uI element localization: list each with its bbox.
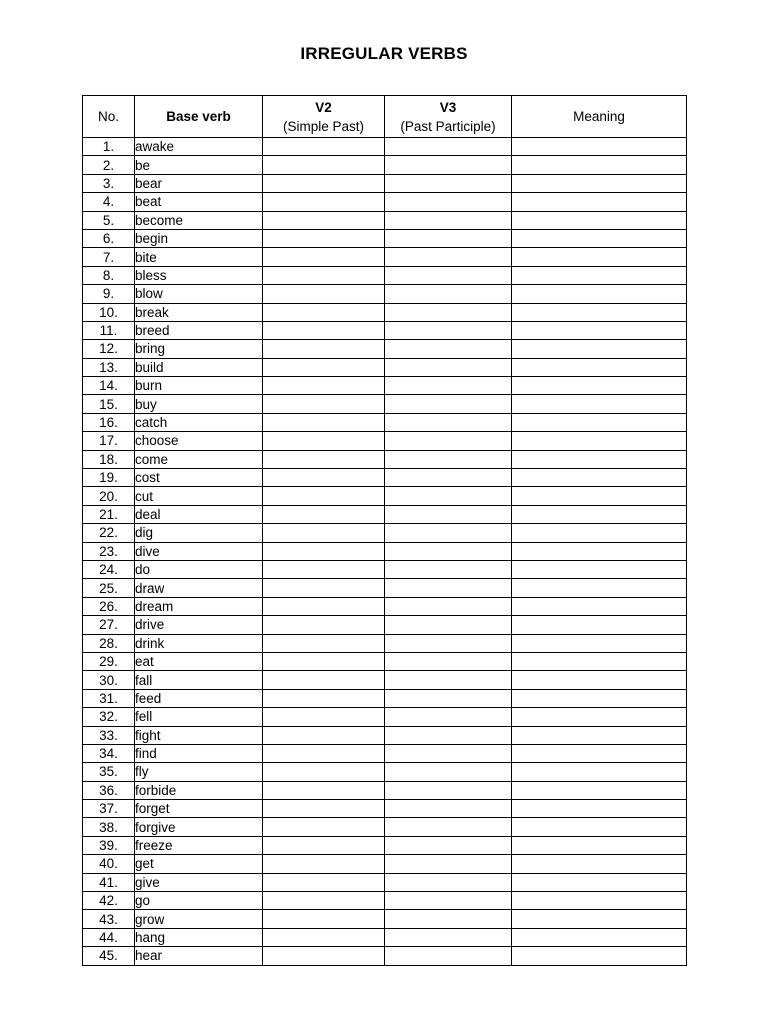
v3-answer-cell[interactable]	[385, 413, 512, 431]
meaning-answer-cell[interactable]	[512, 873, 687, 891]
header-v2	[263, 96, 385, 138]
base-verb-cell: build	[135, 358, 263, 376]
row-number: 28.	[83, 634, 135, 652]
table-row	[83, 947, 687, 965]
v2-answer-cell[interactable]	[263, 910, 385, 928]
v3-answer-cell[interactable]	[385, 836, 512, 854]
row-number: 20.	[83, 487, 135, 505]
v3-answer-cell[interactable]	[385, 450, 512, 468]
row-number: 43.	[83, 910, 135, 928]
table-row	[83, 487, 687, 505]
v2-answer-cell[interactable]	[263, 689, 385, 707]
meaning-answer-cell[interactable]	[512, 671, 687, 689]
table-row	[83, 634, 687, 652]
v2-answer-cell[interactable]	[263, 616, 385, 634]
row-number: 34.	[83, 744, 135, 762]
meaning-answer-cell[interactable]	[512, 193, 687, 211]
v3-answer-cell[interactable]	[385, 579, 512, 597]
row-number: 35.	[83, 763, 135, 781]
v3-answer-cell[interactable]	[385, 634, 512, 652]
v3-answer-cell[interactable]	[385, 671, 512, 689]
row-number: 26.	[83, 597, 135, 615]
meaning-answer-cell[interactable]	[512, 910, 687, 928]
base-verb-cell: forbide	[135, 781, 263, 799]
row-number: 18.	[83, 450, 135, 468]
meaning-answer-cell[interactable]	[512, 303, 687, 321]
v2-answer-cell[interactable]	[263, 413, 385, 431]
table-row	[83, 542, 687, 560]
row-number: 33.	[83, 726, 135, 744]
base-verb-cell: beat	[135, 193, 263, 211]
base-verb-cell: begin	[135, 229, 263, 247]
row-number: 3.	[83, 174, 135, 192]
meaning-answer-cell[interactable]	[512, 321, 687, 339]
v2-answer-cell[interactable]	[263, 432, 385, 450]
row-number: 15.	[83, 395, 135, 413]
row-number: 8.	[83, 266, 135, 284]
table-row	[83, 432, 687, 450]
base-verb-cell: breed	[135, 321, 263, 339]
base-verb-cell: grow	[135, 910, 263, 928]
meaning-answer-cell[interactable]	[512, 248, 687, 266]
row-number: 25.	[83, 579, 135, 597]
base-verb-cell: dive	[135, 542, 263, 560]
v2-answer-cell[interactable]	[263, 395, 385, 413]
table-row	[83, 524, 687, 542]
base-verb-cell: drive	[135, 616, 263, 634]
base-verb-cell: forget	[135, 800, 263, 818]
meaning-answer-cell[interactable]	[512, 450, 687, 468]
header-v2-sub: (Simple Past)	[282, 118, 365, 134]
v2-answer-cell[interactable]	[263, 524, 385, 542]
table-row	[83, 156, 687, 174]
meaning-answer-cell[interactable]	[512, 836, 687, 854]
table-row	[83, 138, 687, 156]
base-verb-cell: get	[135, 855, 263, 873]
base-verb-cell: feed	[135, 689, 263, 707]
v2-answer-cell[interactable]	[263, 634, 385, 652]
meaning-answer-cell[interactable]	[512, 744, 687, 762]
table-row	[83, 708, 687, 726]
meaning-answer-cell[interactable]	[512, 211, 687, 229]
v2-answer-cell[interactable]	[263, 763, 385, 781]
v3-answer-cell[interactable]	[385, 193, 512, 211]
v3-answer-cell[interactable]	[385, 928, 512, 946]
v3-answer-cell[interactable]	[385, 542, 512, 560]
base-verb-cell: eat	[135, 652, 263, 670]
base-verb-cell: catch	[135, 413, 263, 431]
meaning-answer-cell[interactable]	[512, 432, 687, 450]
meaning-answer-cell[interactable]	[512, 505, 687, 523]
table-row	[83, 266, 687, 284]
base-verb-cell: fight	[135, 726, 263, 744]
table-row	[83, 321, 687, 339]
meaning-answer-cell[interactable]	[512, 138, 687, 156]
v3-answer-cell[interactable]	[385, 285, 512, 303]
table-row	[83, 800, 687, 818]
table-row	[83, 836, 687, 854]
v3-answer-cell[interactable]	[385, 873, 512, 891]
v2-answer-cell[interactable]	[263, 248, 385, 266]
table-row	[83, 174, 687, 192]
v3-answer-cell[interactable]	[385, 358, 512, 376]
table-row	[83, 579, 687, 597]
row-number: 31.	[83, 689, 135, 707]
v2-answer-cell[interactable]	[263, 744, 385, 762]
base-verb-cell: dig	[135, 524, 263, 542]
v2-answer-cell[interactable]	[263, 505, 385, 523]
row-number: 9.	[83, 285, 135, 303]
meaning-answer-cell[interactable]	[512, 616, 687, 634]
v3-answer-cell[interactable]	[385, 597, 512, 615]
row-number: 40.	[83, 855, 135, 873]
base-verb-cell: go	[135, 892, 263, 910]
v2-answer-cell[interactable]	[263, 156, 385, 174]
table-row	[83, 229, 687, 247]
v2-answer-cell[interactable]	[263, 266, 385, 284]
v2-answer-cell[interactable]	[263, 671, 385, 689]
base-verb-cell: find	[135, 744, 263, 762]
v3-answer-cell[interactable]	[385, 763, 512, 781]
v2-answer-cell[interactable]	[263, 285, 385, 303]
meaning-answer-cell[interactable]	[512, 892, 687, 910]
base-verb-cell: bring	[135, 340, 263, 358]
row-number: 5.	[83, 211, 135, 229]
meaning-answer-cell[interactable]	[512, 855, 687, 873]
base-verb-cell: fly	[135, 763, 263, 781]
v3-answer-cell[interactable]	[385, 505, 512, 523]
header-v3	[385, 96, 512, 138]
meaning-answer-cell[interactable]	[512, 634, 687, 652]
table-row	[83, 340, 687, 358]
row-number: 2.	[83, 156, 135, 174]
table-row	[83, 689, 687, 707]
v3-answer-cell[interactable]	[385, 487, 512, 505]
meaning-answer-cell[interactable]	[512, 395, 687, 413]
v2-answer-cell[interactable]	[263, 193, 385, 211]
base-verb-cell: become	[135, 211, 263, 229]
v3-answer-cell[interactable]	[385, 560, 512, 578]
row-number: 29.	[83, 652, 135, 670]
row-number: 1.	[83, 138, 135, 156]
meaning-answer-cell[interactable]	[512, 285, 687, 303]
v2-answer-cell[interactable]	[263, 579, 385, 597]
base-verb-cell: cost	[135, 469, 263, 487]
meaning-answer-cell[interactable]	[512, 542, 687, 560]
table-row	[83, 726, 687, 744]
meaning-answer-cell[interactable]	[512, 726, 687, 744]
v2-answer-cell[interactable]	[263, 487, 385, 505]
row-number: 27.	[83, 616, 135, 634]
v2-answer-cell[interactable]	[263, 652, 385, 670]
v3-answer-cell[interactable]	[385, 524, 512, 542]
row-number: 42.	[83, 892, 135, 910]
meaning-answer-cell[interactable]	[512, 358, 687, 376]
header-no: No.	[83, 96, 135, 138]
v3-answer-cell[interactable]	[385, 432, 512, 450]
v2-answer-cell[interactable]	[263, 229, 385, 247]
row-number: 17.	[83, 432, 135, 450]
table-row	[83, 744, 687, 762]
header-meaning: Meaning	[512, 96, 687, 138]
base-verb-cell: do	[135, 560, 263, 578]
header-v3-sub: (Past Participle)	[400, 118, 496, 134]
v2-answer-cell[interactable]	[263, 377, 385, 395]
meaning-answer-cell[interactable]	[512, 597, 687, 615]
v2-answer-cell[interactable]	[263, 560, 385, 578]
row-number: 30.	[83, 671, 135, 689]
v3-answer-cell[interactable]	[385, 800, 512, 818]
table-row	[83, 377, 687, 395]
v3-answer-cell[interactable]	[385, 321, 512, 339]
base-verb-cell: drink	[135, 634, 263, 652]
table-row	[83, 763, 687, 781]
row-number: 36.	[83, 781, 135, 799]
table-row	[83, 358, 687, 376]
meaning-answer-cell[interactable]	[512, 689, 687, 707]
meaning-answer-cell[interactable]	[512, 229, 687, 247]
meaning-answer-cell[interactable]	[512, 800, 687, 818]
base-verb-cell: choose	[135, 432, 263, 450]
v3-answer-cell[interactable]	[385, 910, 512, 928]
meaning-answer-cell[interactable]	[512, 487, 687, 505]
base-verb-cell: fell	[135, 708, 263, 726]
row-number: 22.	[83, 524, 135, 542]
table-row	[83, 910, 687, 928]
meaning-answer-cell[interactable]	[512, 818, 687, 836]
row-number: 14.	[83, 377, 135, 395]
row-number: 24.	[83, 560, 135, 578]
v3-answer-cell[interactable]	[385, 744, 512, 762]
v3-answer-cell[interactable]	[385, 395, 512, 413]
table-row	[83, 211, 687, 229]
table-row	[83, 469, 687, 487]
v2-answer-cell[interactable]	[263, 321, 385, 339]
v2-answer-cell[interactable]	[263, 358, 385, 376]
base-verb-cell: come	[135, 450, 263, 468]
v3-answer-cell[interactable]	[385, 652, 512, 670]
base-verb-cell: deal	[135, 505, 263, 523]
base-verb-cell: cut	[135, 487, 263, 505]
base-verb-cell: hang	[135, 928, 263, 946]
v3-answer-cell[interactable]	[385, 174, 512, 192]
v2-answer-cell[interactable]	[263, 340, 385, 358]
meaning-answer-cell[interactable]	[512, 763, 687, 781]
row-number: 12.	[83, 340, 135, 358]
row-number: 37.	[83, 800, 135, 818]
v2-answer-cell[interactable]	[263, 947, 385, 965]
table-row	[83, 560, 687, 578]
v2-answer-cell[interactable]	[263, 836, 385, 854]
meaning-answer-cell[interactable]	[512, 524, 687, 542]
row-number: 38.	[83, 818, 135, 836]
table-row	[83, 193, 687, 211]
v3-answer-cell[interactable]	[385, 469, 512, 487]
table-row	[83, 892, 687, 910]
table-body	[83, 138, 687, 966]
table-row	[83, 616, 687, 634]
table-row	[83, 413, 687, 431]
base-verb-cell: fall	[135, 671, 263, 689]
row-number: 16.	[83, 413, 135, 431]
base-verb-cell: burn	[135, 377, 263, 395]
v3-answer-cell[interactable]	[385, 303, 512, 321]
meaning-answer-cell[interactable]	[512, 340, 687, 358]
base-verb-cell: awake	[135, 138, 263, 156]
table-row	[83, 395, 687, 413]
row-number: 23.	[83, 542, 135, 560]
v2-answer-cell[interactable]	[263, 708, 385, 726]
header-row	[83, 96, 687, 138]
meaning-answer-cell[interactable]	[512, 781, 687, 799]
table-row	[83, 781, 687, 799]
base-verb-cell: forgive	[135, 818, 263, 836]
v2-answer-cell[interactable]	[263, 781, 385, 799]
base-verb-cell: blow	[135, 285, 263, 303]
v2-answer-cell[interactable]	[263, 800, 385, 818]
v3-answer-cell[interactable]	[385, 229, 512, 247]
v2-answer-cell[interactable]	[263, 174, 385, 192]
row-number: 11.	[83, 321, 135, 339]
meaning-answer-cell[interactable]	[512, 174, 687, 192]
table-row	[83, 855, 687, 873]
header-v3-label: V3	[439, 99, 457, 115]
v2-answer-cell[interactable]	[263, 450, 385, 468]
table-row	[83, 597, 687, 615]
v2-answer-cell[interactable]	[263, 855, 385, 873]
v3-answer-cell[interactable]	[385, 138, 512, 156]
base-verb-cell: bless	[135, 266, 263, 284]
meaning-answer-cell[interactable]	[512, 708, 687, 726]
row-number: 41.	[83, 873, 135, 891]
table-row	[83, 652, 687, 670]
table-row	[83, 505, 687, 523]
irregular-verbs-table	[82, 95, 687, 966]
v2-answer-cell[interactable]	[263, 873, 385, 891]
meaning-answer-cell[interactable]	[512, 469, 687, 487]
v2-answer-cell[interactable]	[263, 892, 385, 910]
row-number: 32.	[83, 708, 135, 726]
row-number: 13.	[83, 358, 135, 376]
v2-answer-cell[interactable]	[263, 542, 385, 560]
base-verb-cell: break	[135, 303, 263, 321]
row-number: 6.	[83, 229, 135, 247]
v2-answer-cell[interactable]	[263, 597, 385, 615]
meaning-answer-cell[interactable]	[512, 947, 687, 965]
v3-answer-cell[interactable]	[385, 266, 512, 284]
row-number: 10.	[83, 303, 135, 321]
v3-answer-cell[interactable]	[385, 708, 512, 726]
table-row	[83, 928, 687, 946]
v2-answer-cell[interactable]	[263, 726, 385, 744]
base-verb-cell: freeze	[135, 836, 263, 854]
meaning-answer-cell[interactable]	[512, 928, 687, 946]
row-number: 44.	[83, 928, 135, 946]
base-verb-cell: buy	[135, 395, 263, 413]
v3-answer-cell[interactable]	[385, 855, 512, 873]
table-row	[83, 303, 687, 321]
base-verb-cell: draw	[135, 579, 263, 597]
base-verb-cell: be	[135, 156, 263, 174]
row-number: 4.	[83, 193, 135, 211]
v3-answer-cell[interactable]	[385, 689, 512, 707]
meaning-answer-cell[interactable]	[512, 266, 687, 284]
table-row	[83, 450, 687, 468]
base-verb-cell: hear	[135, 947, 263, 965]
v3-answer-cell[interactable]	[385, 377, 512, 395]
row-number: 7.	[83, 248, 135, 266]
v3-answer-cell[interactable]	[385, 892, 512, 910]
v3-answer-cell[interactable]	[385, 248, 512, 266]
v3-answer-cell[interactable]	[385, 947, 512, 965]
v2-answer-cell[interactable]	[263, 928, 385, 946]
base-verb-cell: bear	[135, 174, 263, 192]
v2-answer-cell[interactable]	[263, 138, 385, 156]
base-verb-cell: dream	[135, 597, 263, 615]
header-v2-label: V2	[315, 99, 332, 115]
row-number: 19.	[83, 469, 135, 487]
v2-answer-cell[interactable]	[263, 211, 385, 229]
table-row	[83, 671, 687, 689]
v3-answer-cell[interactable]	[385, 726, 512, 744]
meaning-answer-cell[interactable]	[512, 413, 687, 431]
meaning-answer-cell[interactable]	[512, 579, 687, 597]
v3-answer-cell[interactable]	[385, 616, 512, 634]
base-verb-cell: bite	[135, 248, 263, 266]
row-number: 39.	[83, 836, 135, 854]
meaning-answer-cell[interactable]	[512, 560, 687, 578]
v3-answer-cell[interactable]	[385, 156, 512, 174]
table-row	[83, 818, 687, 836]
table-row	[83, 285, 687, 303]
page-title: IRREGULAR VERBS	[300, 44, 468, 63]
v3-answer-cell[interactable]	[385, 340, 512, 358]
v2-answer-cell[interactable]	[263, 303, 385, 321]
table-row	[83, 873, 687, 891]
header-base-verb: Base verb	[135, 96, 263, 138]
meaning-answer-cell[interactable]	[512, 156, 687, 174]
row-number: 21.	[83, 505, 135, 523]
base-verb-cell: give	[135, 873, 263, 891]
v3-answer-cell[interactable]	[385, 211, 512, 229]
v2-answer-cell[interactable]	[263, 469, 385, 487]
row-number: 45.	[83, 947, 135, 965]
v3-answer-cell[interactable]	[385, 781, 512, 799]
meaning-answer-cell[interactable]	[512, 377, 687, 395]
meaning-answer-cell[interactable]	[512, 652, 687, 670]
table-row	[83, 248, 687, 266]
v3-answer-cell[interactable]	[385, 818, 512, 836]
v2-answer-cell[interactable]	[263, 818, 385, 836]
